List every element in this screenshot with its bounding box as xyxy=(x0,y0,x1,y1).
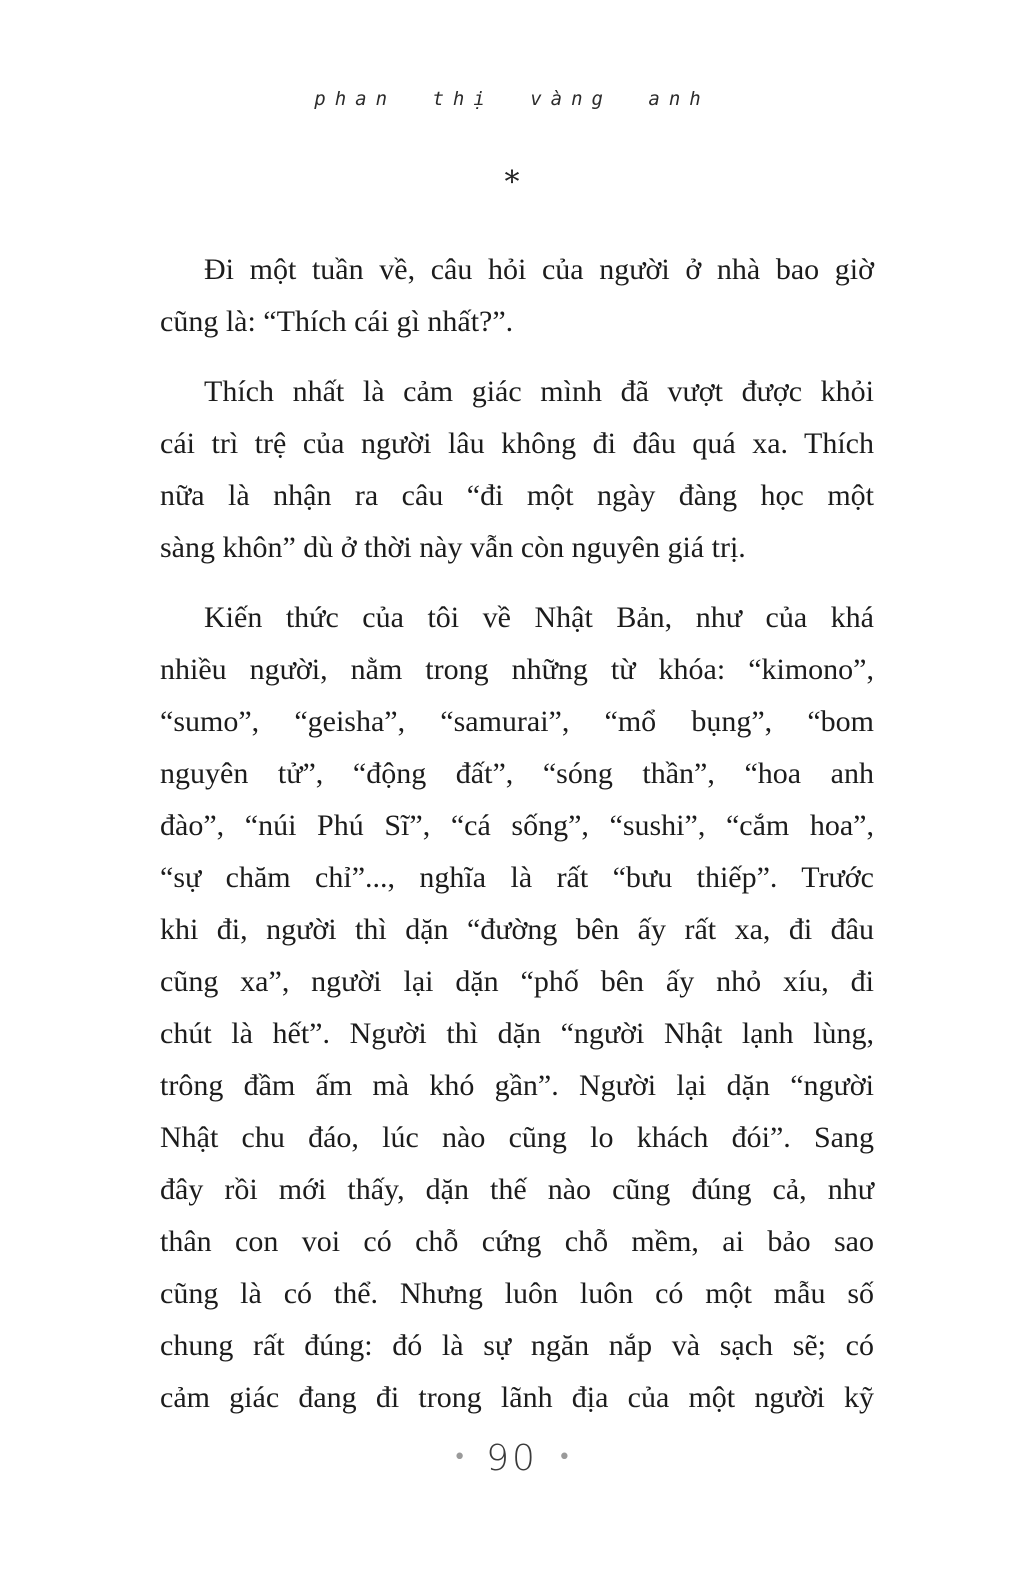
body-text-block xyxy=(160,244,874,1424)
text-line: thân con voi có chỗ cứng chỗ mềm, ai bảo sao xyxy=(160,1225,874,1258)
author-header: phan thị vàng anh xyxy=(314,88,710,110)
text-line: cũng là có thể. Nhưng luôn luôn có một mẫu số xyxy=(160,1277,874,1310)
text-line: cảm giác đang đi trong lãnh địa của một người kỹ xyxy=(160,1381,874,1414)
text-line: nhiều người, nằm trong những từ khóa: “kimono”, xyxy=(160,653,874,686)
footer-bullet-left-icon: • xyxy=(453,1445,467,1470)
text-line: trông đầm ấm mà khó gần”. Người lại dặn “người xyxy=(160,1069,874,1102)
page-footer xyxy=(0,1438,1024,1479)
page-number: 90 xyxy=(486,1438,538,1479)
text-line: Đi một tuần về, câu hỏi của người ở nhà bao giờ xyxy=(204,253,874,286)
text-line: chung rất đúng: đó là sự ngăn nắp và sạch sẽ; có xyxy=(160,1329,874,1362)
text-line: Thích nhất là cảm giác mình đã vượt được khỏi xyxy=(204,375,874,408)
text-line: “sự chăm chỉ”..., nghĩa là rất “bưu thiếp”. Trước xyxy=(160,861,874,894)
text-line: nữa là nhận ra câu “đi một ngày đàng học một xyxy=(160,479,874,512)
text-line: cũng xa”, người lại dặn “phố bên ấy nhỏ xíu, đi xyxy=(160,965,874,998)
text-line: nguyên tử”, “động đất”, “sóng thần”, “hoa anh xyxy=(160,757,874,790)
text-line: chút là hết”. Người thì dặn “người Nhật lạnh lùng, xyxy=(160,1017,874,1050)
section-separator-asterisk: * xyxy=(504,165,520,200)
text-line: “sumo”, “geisha”, “samurai”, “mổ bụng”, “bom xyxy=(160,705,874,738)
text-line: đây rồi mới thấy, dặn thế nào cũng đúng cả, như xyxy=(160,1173,874,1206)
text-line: khi đi, người thì dặn “đường bên ấy rất xa, đi đâu xyxy=(160,913,874,946)
text-line: cũng là: “Thích cái gì nhất?”. xyxy=(160,305,514,338)
text-line: đào”, “núi Phú Sĩ”, “cá sống”, “sushi”, “cắm hoa”, xyxy=(160,809,874,842)
paragraph-2 xyxy=(160,366,874,574)
footer-bullet-right-icon: • xyxy=(557,1445,571,1470)
paragraph-1 xyxy=(160,244,874,348)
paragraph-3 xyxy=(160,592,874,1424)
text-line: sàng khôn” dù ở thời này vẫn còn nguyên giá trị. xyxy=(160,531,746,564)
text-line: cái trì trệ của người lâu không đi đâu quá xa. Thích xyxy=(160,427,874,460)
text-line: Nhật chu đáo, lúc nào cũng lo khách đói”. Sang xyxy=(160,1121,874,1154)
text-line: Kiến thức của tôi về Nhật Bản, như của khá xyxy=(204,601,874,634)
